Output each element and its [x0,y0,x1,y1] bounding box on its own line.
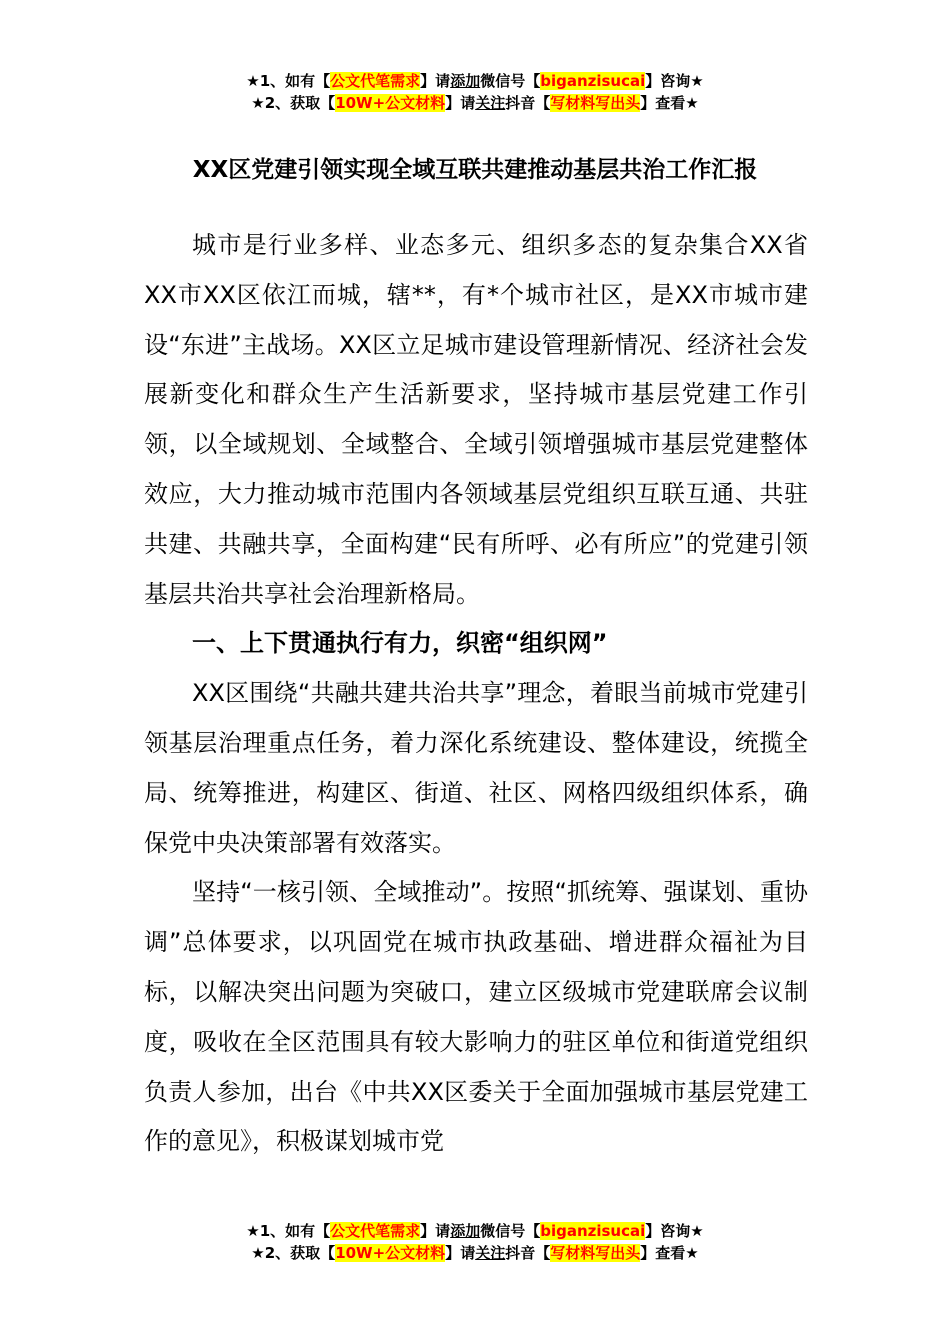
banner-text: 】查看★ [640,94,699,112]
document-title: XX区党建引领实现全域互联共建推动基层共治工作汇报 [192,157,758,183]
banner-text: 微信号【 [480,1222,541,1240]
banner-highlight: 10W+公文材料 [335,1244,446,1262]
banner-text: ★2、获取【 [251,1244,336,1262]
banner-text: 抖音【 [505,94,551,112]
banner-line-1 [0,70,950,92]
banner-highlight: 公文代笔需求 [330,72,421,90]
banner-text: ★2、获取【 [251,94,336,112]
banner-line-1 [0,1220,950,1242]
banner-highlight: 写材料写出头 [550,94,641,112]
banner-text: 】请 [420,1222,451,1240]
footer-banner [0,1220,950,1264]
banner-underline-text: 添加 [450,1222,481,1240]
banner-text: ★1、如有【 [246,72,331,90]
banner-text: 】查看★ [640,1244,699,1262]
banner-underline-text: 关注 [475,94,506,112]
section-heading: 一、上下贯通执行有力，织密“组织网” [192,629,608,658]
banner-text: 】请 [445,94,476,112]
header-banner [0,70,950,114]
banner-text: 抖音【 [505,1244,551,1262]
paragraph: 城市是行业多样、业态多元、组织多态的复杂集合XX省XX市XX区依江而城，辖**，有*个城市社区，是XX市城市建设“东进”主战场。XX区立足城市建设管理新情况、经济社会发展新变化和群众生产生活新要求，坚持城市基层党建工作引领，以全域规划、全域整合、全域引领增强城市基层党建整体效应，大力推动城市范围内各领域基层党组织互联互通、共驻共建、共融共享，全面构建“民有所呼、必有所应”的党建引领基层共治共享社会治理新格局。 [144,231,808,608]
banner-underline-text: 关注 [475,1244,506,1262]
banner-highlight: biganzisucai [540,1222,646,1240]
banner-text: ★1、如有【 [246,1222,331,1240]
banner-line-2 [0,1242,950,1264]
banner-line-2 [0,92,950,114]
banner-text: 】咨询★ [645,72,704,90]
banner-text: 】请 [445,1244,476,1262]
paragraph: XX区围绕“共融共建共治共享”理念，着眼当前城市党建引领基层治理重点任务，着力深化系统建设、整体建设，统揽全局、统筹推进，构建区、街道、社区、网格四级组织体系，确保党中央决策部署有效落实。 [144,679,808,857]
banner-underline-text: 添加 [450,72,481,90]
banner-highlight: biganzisucai [540,72,646,90]
paragraph: 坚持“一核引领、全域推动”。按照“抓统筹、强谋划、重协调”总体要求，以巩固党在城市执政基础、增进群众福祉为目标，以解决突出问题为突破口，建立区级城市党建联席会议制度，吸收在全区范围具有较大影响力的驻区单位和街道党组织负责人参加，出台《中共XX区委关于全面加强城市基层党建工作的意见》，积极谋划城市党 [144,878,808,1156]
banner-text: 】请 [420,72,451,90]
banner-highlight: 10W+公文材料 [335,94,446,112]
document-body [144,221,808,1167]
banner-highlight: 写材料写出头 [550,1244,641,1262]
banner-highlight: 公文代笔需求 [330,1222,421,1240]
banner-text: 微信号【 [480,72,541,90]
banner-text: 】咨询★ [645,1222,704,1240]
